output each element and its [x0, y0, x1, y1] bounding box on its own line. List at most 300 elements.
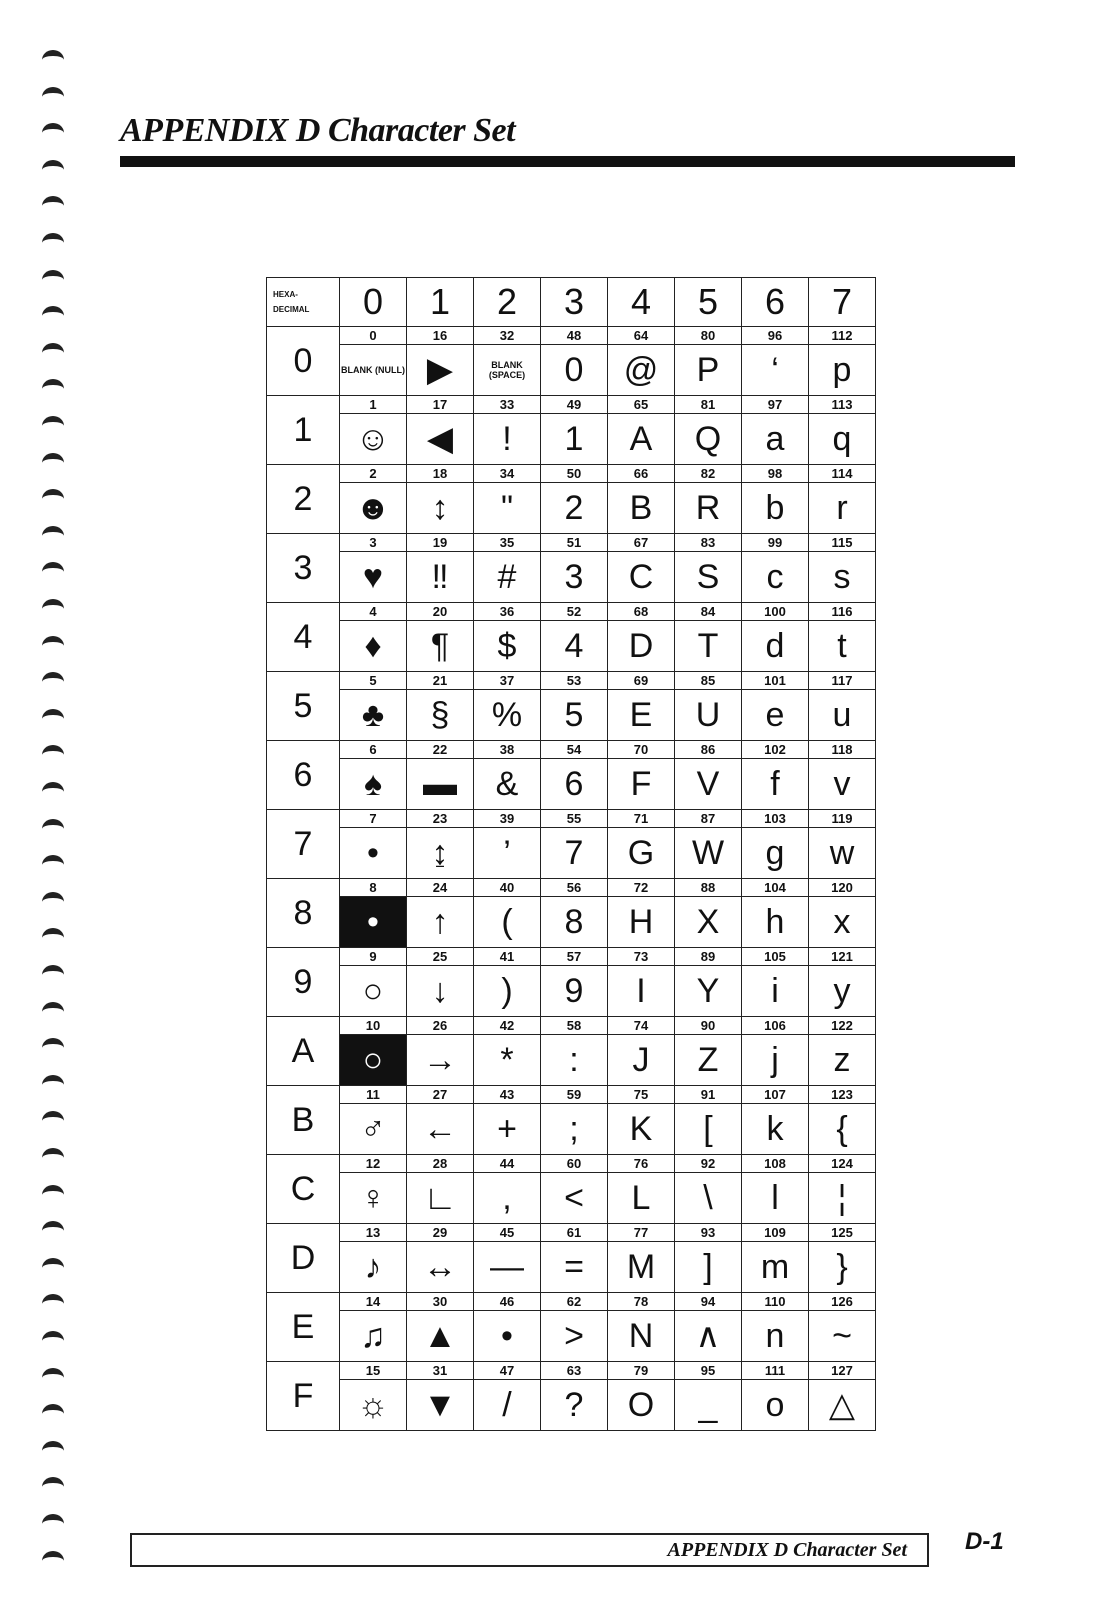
character-glyph: 4 — [541, 621, 608, 672]
character-glyph: < — [541, 1173, 608, 1224]
character-glyph: ▼ — [407, 1380, 474, 1431]
character-glyph: K — [608, 1104, 675, 1155]
row-header: A — [267, 1017, 340, 1086]
character-glyph: P — [675, 345, 742, 396]
character-glyph: § — [407, 690, 474, 741]
binding-ring — [42, 1038, 64, 1058]
decimal-code: 81 — [675, 396, 742, 414]
decimal-code: 63 — [541, 1362, 608, 1380]
binding-ring — [42, 1148, 64, 1168]
character-glyph: 5 — [541, 690, 608, 741]
character-glyph: — — [474, 1242, 541, 1293]
decimal-code: 47 — [474, 1362, 541, 1380]
decimal-code: 82 — [675, 465, 742, 483]
character-glyph: y — [809, 966, 876, 1017]
decimal-code: 85 — [675, 672, 742, 690]
character-glyph: s — [809, 552, 876, 603]
row-header: 3 — [267, 534, 340, 603]
character-glyph: ♥ — [340, 552, 407, 603]
decimal-code: 124 — [809, 1155, 876, 1173]
binding-ring — [42, 1514, 64, 1534]
binding-ring — [42, 453, 64, 473]
character-glyph: } — [809, 1242, 876, 1293]
decimal-code: 33 — [474, 396, 541, 414]
character-glyph: V — [675, 759, 742, 810]
decimal-row — [267, 741, 876, 759]
character-glyph: 0 — [541, 345, 608, 396]
decimal-code: 16 — [407, 327, 474, 345]
row-header: 2 — [267, 465, 340, 534]
character-glyph: ♂ — [340, 1104, 407, 1155]
decimal-code: 114 — [809, 465, 876, 483]
page-number: D-1 — [965, 1528, 1004, 1555]
decimal-row — [267, 465, 876, 483]
character-glyph: ♦ — [340, 621, 407, 672]
spiral-binding — [34, 50, 74, 1595]
row-header: 1 — [267, 396, 340, 465]
character-glyph: z — [809, 1035, 876, 1086]
character-glyph: n — [742, 1311, 809, 1362]
decimal-code: 18 — [407, 465, 474, 483]
decimal-code: 103 — [742, 810, 809, 828]
character-glyph: [ — [675, 1104, 742, 1155]
decimal-code: 112 — [809, 327, 876, 345]
binding-ring — [42, 1075, 64, 1095]
character-row — [267, 1311, 876, 1362]
character-glyph: f — [742, 759, 809, 810]
decimal-code: 6 — [340, 741, 407, 759]
decimal-code: 32 — [474, 327, 541, 345]
decimal-code: 90 — [675, 1017, 742, 1035]
character-glyph: ] — [675, 1242, 742, 1293]
character-glyph: u — [809, 690, 876, 741]
decimal-code: 123 — [809, 1086, 876, 1104]
character-row — [267, 828, 876, 879]
decimal-code: 30 — [407, 1293, 474, 1311]
character-glyph: ♠ — [340, 759, 407, 810]
decimal-code: 70 — [608, 741, 675, 759]
character-row — [267, 621, 876, 672]
character-glyph: r — [809, 483, 876, 534]
character-glyph: ~ — [809, 1311, 876, 1362]
character-row — [267, 966, 876, 1017]
character-glyph: > — [541, 1311, 608, 1362]
character-glyph: = — [541, 1242, 608, 1293]
character-glyph: k — [742, 1104, 809, 1155]
binding-ring — [42, 123, 64, 143]
character-row — [267, 690, 876, 741]
character-glyph: ▬ — [407, 759, 474, 810]
decimal-code: 99 — [742, 534, 809, 552]
character-glyph: BLANK (NULL) — [340, 345, 407, 396]
footer-title: APPENDIX D Character Set — [667, 1539, 907, 1561]
decimal-row — [267, 534, 876, 552]
character-row — [267, 759, 876, 810]
binding-ring — [42, 636, 64, 656]
character-glyph: ↑ — [407, 897, 474, 948]
character-glyph: _ — [675, 1380, 742, 1431]
decimal-code: 48 — [541, 327, 608, 345]
decimal-code: 106 — [742, 1017, 809, 1035]
decimal-row — [267, 810, 876, 828]
decimal-code: 14 — [340, 1293, 407, 1311]
character-glyph: v — [809, 759, 876, 810]
corner-label-line2: DECIMAL — [273, 305, 310, 314]
binding-ring — [42, 489, 64, 509]
decimal-code: 44 — [474, 1155, 541, 1173]
column-header: 6 — [742, 278, 809, 327]
decimal-code: 121 — [809, 948, 876, 966]
decimal-code: 73 — [608, 948, 675, 966]
row-header: E — [267, 1293, 340, 1362]
character-glyph: ¦ — [809, 1173, 876, 1224]
decimal-code: 53 — [541, 672, 608, 690]
decimal-code: 94 — [675, 1293, 742, 1311]
decimal-code: 38 — [474, 741, 541, 759]
binding-ring — [42, 1111, 64, 1131]
decimal-code: 89 — [675, 948, 742, 966]
binding-ring — [42, 1441, 64, 1461]
binding-ring — [42, 270, 64, 290]
decimal-row — [267, 879, 876, 897]
binding-ring — [42, 599, 64, 619]
decimal-code: 45 — [474, 1224, 541, 1242]
decimal-code: 60 — [541, 1155, 608, 1173]
decimal-code: 68 — [608, 603, 675, 621]
binding-ring — [42, 1221, 64, 1241]
binding-ring — [42, 416, 64, 436]
character-glyph: E — [608, 690, 675, 741]
decimal-code: 58 — [541, 1017, 608, 1035]
corner-label-line1: HEXA- — [273, 290, 298, 299]
decimal-code: 74 — [608, 1017, 675, 1035]
character-glyph: 2 — [541, 483, 608, 534]
character-glyph: • — [474, 1311, 541, 1362]
character-glyph: m — [742, 1242, 809, 1293]
decimal-row — [267, 1224, 876, 1242]
character-glyph: A — [608, 414, 675, 465]
character-row — [267, 345, 876, 396]
character-glyph: J — [608, 1035, 675, 1086]
character-glyph: ↕ — [407, 483, 474, 534]
row-header: 6 — [267, 741, 340, 810]
decimal-code: 116 — [809, 603, 876, 621]
character-row — [267, 1104, 876, 1155]
footer-box — [130, 1533, 929, 1567]
decimal-code: 21 — [407, 672, 474, 690]
character-set-table — [266, 277, 876, 1431]
decimal-code: 41 — [474, 948, 541, 966]
decimal-code: 17 — [407, 396, 474, 414]
character-glyph: R — [675, 483, 742, 534]
decimal-code: 7 — [340, 810, 407, 828]
character-row — [267, 1380, 876, 1431]
character-glyph: : — [541, 1035, 608, 1086]
binding-ring — [42, 526, 64, 546]
binding-ring — [42, 782, 64, 802]
binding-ring — [42, 160, 64, 180]
character-glyph: U — [675, 690, 742, 741]
decimal-code: 20 — [407, 603, 474, 621]
character-glyph: N — [608, 1311, 675, 1362]
decimal-code: 51 — [541, 534, 608, 552]
decimal-code: 93 — [675, 1224, 742, 1242]
binding-ring — [42, 892, 64, 912]
character-glyph: I — [608, 966, 675, 1017]
decimal-code: 95 — [675, 1362, 742, 1380]
binding-ring — [42, 306, 64, 326]
decimal-code: 8 — [340, 879, 407, 897]
character-glyph: * — [474, 1035, 541, 1086]
decimal-code: 119 — [809, 810, 876, 828]
row-header: 4 — [267, 603, 340, 672]
character-row — [267, 1035, 876, 1086]
decimal-code: 101 — [742, 672, 809, 690]
binding-ring — [42, 672, 64, 692]
decimal-code: 0 — [340, 327, 407, 345]
character-glyph: @ — [608, 345, 675, 396]
decimal-code: 92 — [675, 1155, 742, 1173]
decimal-code: 19 — [407, 534, 474, 552]
character-glyph: 3 — [541, 552, 608, 603]
character-glyph: H — [608, 897, 675, 948]
character-glyph: # — [474, 552, 541, 603]
decimal-code: 4 — [340, 603, 407, 621]
character-glyph: 1 — [541, 414, 608, 465]
column-header: 2 — [474, 278, 541, 327]
character-glyph: • — [340, 897, 407, 948]
character-glyph: W — [675, 828, 742, 879]
decimal-code: 122 — [809, 1017, 876, 1035]
decimal-code: 22 — [407, 741, 474, 759]
decimal-code: 49 — [541, 396, 608, 414]
character-glyph: ← — [407, 1104, 474, 1155]
character-glyph: T — [675, 621, 742, 672]
character-glyph: S — [675, 552, 742, 603]
binding-ring — [42, 745, 64, 765]
character-glyph: " — [474, 483, 541, 534]
row-header: F — [267, 1362, 340, 1431]
character-glyph: ♣ — [340, 690, 407, 741]
decimal-code: 42 — [474, 1017, 541, 1035]
character-glyph: / — [474, 1380, 541, 1431]
decimal-row — [267, 1362, 876, 1380]
decimal-code: 23 — [407, 810, 474, 828]
decimal-code: 13 — [340, 1224, 407, 1242]
decimal-code: 69 — [608, 672, 675, 690]
decimal-code: 12 — [340, 1155, 407, 1173]
decimal-row — [267, 672, 876, 690]
column-header: 0 — [340, 278, 407, 327]
character-glyph: ↓ — [407, 966, 474, 1017]
binding-ring — [42, 1294, 64, 1314]
decimal-code: 110 — [742, 1293, 809, 1311]
character-glyph: 6 — [541, 759, 608, 810]
decimal-code: 67 — [608, 534, 675, 552]
decimal-code: 97 — [742, 396, 809, 414]
decimal-code: 34 — [474, 465, 541, 483]
character-glyph: X — [675, 897, 742, 948]
decimal-code: 9 — [340, 948, 407, 966]
binding-ring — [42, 709, 64, 729]
binding-ring — [42, 1404, 64, 1424]
character-glyph: Q — [675, 414, 742, 465]
decimal-code: 25 — [407, 948, 474, 966]
decimal-code: 59 — [541, 1086, 608, 1104]
decimal-row — [267, 603, 876, 621]
character-glyph: ☻ — [340, 483, 407, 534]
character-glyph: q — [809, 414, 876, 465]
character-glyph: j — [742, 1035, 809, 1086]
character-row — [267, 897, 876, 948]
character-glyph: ○ — [340, 1035, 407, 1086]
decimal-code: 52 — [541, 603, 608, 621]
decimal-code: 79 — [608, 1362, 675, 1380]
decimal-code: 111 — [742, 1362, 809, 1380]
row-header: B — [267, 1086, 340, 1155]
decimal-code: 98 — [742, 465, 809, 483]
character-glyph: 8 — [541, 897, 608, 948]
character-glyph: ☺ — [340, 414, 407, 465]
character-glyph: & — [474, 759, 541, 810]
decimal-code: 50 — [541, 465, 608, 483]
binding-ring — [42, 1551, 64, 1571]
character-row — [267, 552, 876, 603]
character-glyph: % — [474, 690, 541, 741]
character-glyph: ▶ — [407, 345, 474, 396]
row-header: 0 — [267, 327, 340, 396]
decimal-code: 26 — [407, 1017, 474, 1035]
decimal-code: 75 — [608, 1086, 675, 1104]
character-glyph: + — [474, 1104, 541, 1155]
character-glyph: ( — [474, 897, 541, 948]
decimal-row — [267, 327, 876, 345]
page-title: APPENDIX D Character Set — [120, 112, 516, 149]
character-glyph: ♪ — [340, 1242, 407, 1293]
decimal-code: 43 — [474, 1086, 541, 1104]
character-glyph: Y — [675, 966, 742, 1017]
decimal-row — [267, 1155, 876, 1173]
decimal-code: 108 — [742, 1155, 809, 1173]
decimal-code: 102 — [742, 741, 809, 759]
column-header-row — [267, 278, 876, 327]
decimal-code: 87 — [675, 810, 742, 828]
character-glyph: ▲ — [407, 1311, 474, 1362]
decimal-code: 31 — [407, 1362, 474, 1380]
decimal-code: 28 — [407, 1155, 474, 1173]
character-glyph: { — [809, 1104, 876, 1155]
binding-ring — [42, 1002, 64, 1022]
decimal-row — [267, 396, 876, 414]
binding-ring — [42, 562, 64, 582]
decimal-code: 54 — [541, 741, 608, 759]
character-glyph: x — [809, 897, 876, 948]
character-glyph: ○ — [340, 966, 407, 1017]
character-glyph: e — [742, 690, 809, 741]
decimal-code: 2 — [340, 465, 407, 483]
character-glyph: d — [742, 621, 809, 672]
decimal-code: 115 — [809, 534, 876, 552]
decimal-code: 56 — [541, 879, 608, 897]
decimal-code: 76 — [608, 1155, 675, 1173]
character-glyph: ¶ — [407, 621, 474, 672]
decimal-code: 37 — [474, 672, 541, 690]
decimal-code: 55 — [541, 810, 608, 828]
character-glyph: △ — [809, 1380, 876, 1431]
column-header: 1 — [407, 278, 474, 327]
character-glyph: g — [742, 828, 809, 879]
character-glyph: Z — [675, 1035, 742, 1086]
character-glyph: c — [742, 552, 809, 603]
character-glyph: 9 — [541, 966, 608, 1017]
binding-ring — [42, 1258, 64, 1278]
character-glyph: , — [474, 1173, 541, 1224]
character-glyph: ◀ — [407, 414, 474, 465]
decimal-code: 15 — [340, 1362, 407, 1380]
decimal-code: 113 — [809, 396, 876, 414]
binding-ring — [42, 1368, 64, 1388]
decimal-code: 125 — [809, 1224, 876, 1242]
character-row — [267, 1173, 876, 1224]
binding-ring — [42, 50, 64, 70]
character-glyph: L — [608, 1173, 675, 1224]
decimal-code: 3 — [340, 534, 407, 552]
character-glyph: D — [608, 621, 675, 672]
character-row — [267, 414, 876, 465]
character-glyph: \ — [675, 1173, 742, 1224]
binding-ring — [42, 379, 64, 399]
decimal-code: 80 — [675, 327, 742, 345]
decimal-code: 36 — [474, 603, 541, 621]
column-header: 3 — [541, 278, 608, 327]
decimal-code: 77 — [608, 1224, 675, 1242]
decimal-code: 66 — [608, 465, 675, 483]
character-glyph: BLANK (SPACE) — [474, 345, 541, 396]
character-glyph: F — [608, 759, 675, 810]
decimal-code: 96 — [742, 327, 809, 345]
character-row — [267, 1242, 876, 1293]
character-glyph: ♀ — [340, 1173, 407, 1224]
decimal-code: 35 — [474, 534, 541, 552]
decimal-code: 5 — [340, 672, 407, 690]
decimal-code: 84 — [675, 603, 742, 621]
decimal-row — [267, 948, 876, 966]
character-glyph: ; — [541, 1104, 608, 1155]
character-glyph: B — [608, 483, 675, 534]
decimal-code: 104 — [742, 879, 809, 897]
decimal-code: 127 — [809, 1362, 876, 1380]
decimal-code: 27 — [407, 1086, 474, 1104]
decimal-code: 40 — [474, 879, 541, 897]
decimal-row — [267, 1086, 876, 1104]
decimal-code: 83 — [675, 534, 742, 552]
binding-ring — [42, 819, 64, 839]
row-header: 8 — [267, 879, 340, 948]
column-header: 7 — [809, 278, 876, 327]
binding-ring — [42, 1477, 64, 1497]
decimal-code: 117 — [809, 672, 876, 690]
character-glyph: o — [742, 1380, 809, 1431]
decimal-code: 118 — [809, 741, 876, 759]
row-header: C — [267, 1155, 340, 1224]
character-glyph: ∧ — [675, 1311, 742, 1362]
character-glyph: C — [608, 552, 675, 603]
decimal-code: 62 — [541, 1293, 608, 1311]
decimal-code: 105 — [742, 948, 809, 966]
decimal-code: 64 — [608, 327, 675, 345]
character-glyph: i — [742, 966, 809, 1017]
row-header: 9 — [267, 948, 340, 1017]
